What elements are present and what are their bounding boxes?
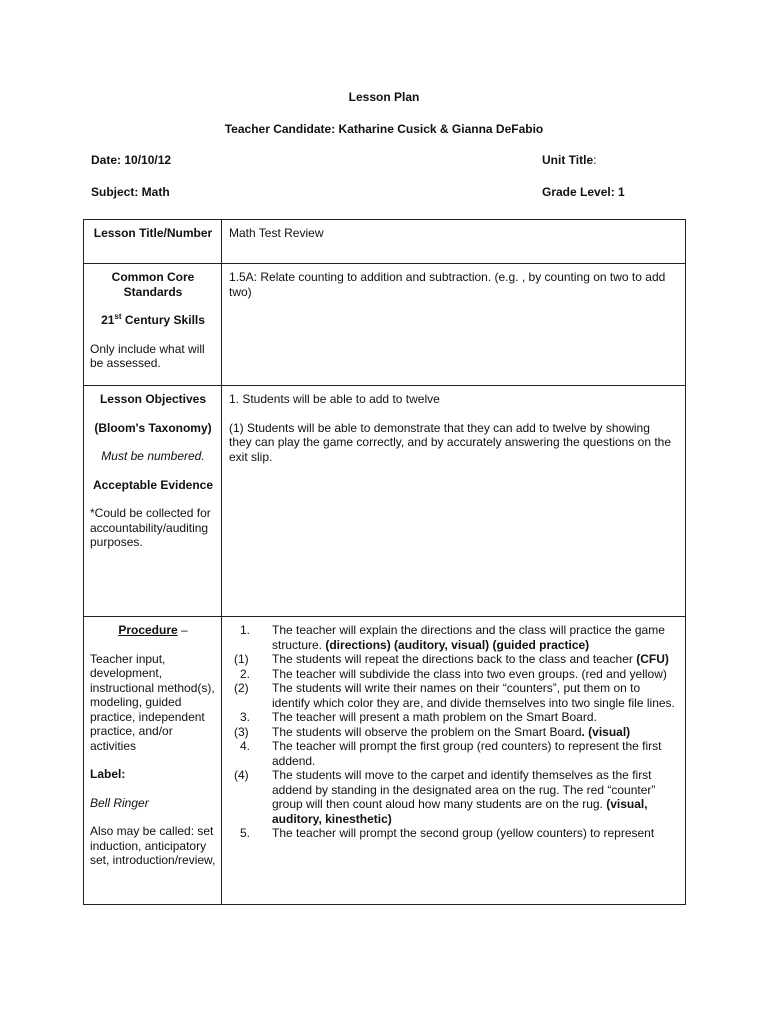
step-text: The students will write their names on their “counters”, put them on to identify which color they are, and divide themselves into two single file lines. [272,681,675,710]
objectives-value-cell [222,386,686,617]
row-lesson-title [84,220,686,264]
objective-1: 1. Students will be able to add to twelve [229,392,440,406]
procedure-step [226,667,675,682]
step-number: 2. [240,666,251,681]
lesson-objectives-label: Lesson Objectives [99,392,207,406]
must-be-numbered-note: Must be numbered. [101,449,205,463]
objectives-label-cell [84,386,222,617]
standards-value-cell [222,264,686,386]
step-number: (2) [234,681,249,695]
lesson-subject: Subject: Math [91,185,170,199]
procedure-step [226,710,675,725]
evidence-1: (1) Students will be able to demonstrate that they can add to twelve by showing they can play the game correctly, and by accurately answering the questions on the exit slip. [229,420,672,464]
lesson-title-label: Lesson Title/Number [93,226,213,240]
procedure-step [226,739,675,768]
grade-level: Grade Level: 1 [542,185,625,199]
lesson-title-value: Math Test Review [229,226,324,240]
label-heading: Label: [90,767,126,781]
row-standards [84,264,686,386]
step-text: The students will move to the carpet and identify themselves as the first addend by standing in the designated area on the rug. The red “counter” group will then count aloud how many students are on the rug. [272,768,656,811]
step-number: 4. [240,739,251,753]
step-text: The teacher will prompt the first group (red counters) to represent the first addend. [272,739,662,768]
step-number: (3) [234,724,249,739]
accountability-note: *Could be collected for accountability/auditing purposes. [90,506,211,549]
teacher-candidate: Teacher Candidate: Katharine Cusick & Gianna DeFabio [224,122,544,136]
step-number: 3. [240,710,251,724]
lesson-title-value-cell [222,220,686,264]
also-called-note: Also may be called: set induction, anticipatory set, introduction/review, [90,824,216,867]
step-text: The teacher will subdivide the class into two even groups. (red and yellow) [272,666,667,681]
step-text: The teacher will prompt the second group (yellow counters) to represent [272,826,655,840]
procedure-step [226,768,675,826]
common-core-label: Common Core Standards [111,270,195,299]
row-objectives [84,386,686,617]
century-skills-label: 21st Century Skills [101,312,205,327]
step-emphasis: (visual, auditory, kinesthetic) [272,797,648,826]
step-emphasis: . (visual) [581,724,631,739]
unit-title: Unit Title: [542,153,597,167]
procedure-step [226,681,675,710]
procedure-steps-cell [222,617,686,905]
step-text: The teacher will present a math problem on the Smart Board. [272,710,597,724]
standards-label-cell [84,264,222,386]
step-number: 1. [240,623,251,637]
step-number: (4) [234,768,249,782]
standards-value: 1.5A: Relate counting to addition and subtraction. (e.g. , by counting on two to add two) [229,270,666,299]
unit-title-label: Unit Title [542,153,594,167]
step-text: The students will repeat the directions back to the class and teacher [272,652,637,666]
row-procedure [84,617,686,905]
lesson-title-label-cell [84,220,222,264]
procedure-step [226,623,675,652]
procedure-label-cell [84,617,222,905]
acceptable-evidence-label: Acceptable Evidence [92,477,214,492]
step-text: The students will observe the problem on the Smart Board [272,724,582,739]
procedure-heading: Procedure – [118,623,188,637]
bell-ringer-label: Bell Ringer [90,795,149,810]
lesson-date: Date: 10/10/12 [91,153,172,167]
lesson-plan-table [83,219,686,905]
procedure-step [226,652,675,667]
step-emphasis: (CFU) [636,652,669,666]
procedure-steps [226,623,675,841]
assessed-note: Only include what will be assessed. [90,341,205,370]
step-number: 5. [240,826,251,840]
procedure-step [226,826,675,841]
blooms-taxonomy-label: (Bloom's Taxonomy) [94,420,212,435]
step-number: (1) [234,652,249,666]
step-text: The teacher will explain the directions and the class will practice the game structure. [272,623,665,652]
document-title: Lesson Plan [348,90,420,104]
step-emphasis: (directions) (auditory, visual) (guided practice) [325,637,590,652]
procedure-description: Teacher input, development, instructional method(s), modeling, guided practice, independent practice, and/or activities [90,651,215,753]
procedure-step [226,725,675,740]
